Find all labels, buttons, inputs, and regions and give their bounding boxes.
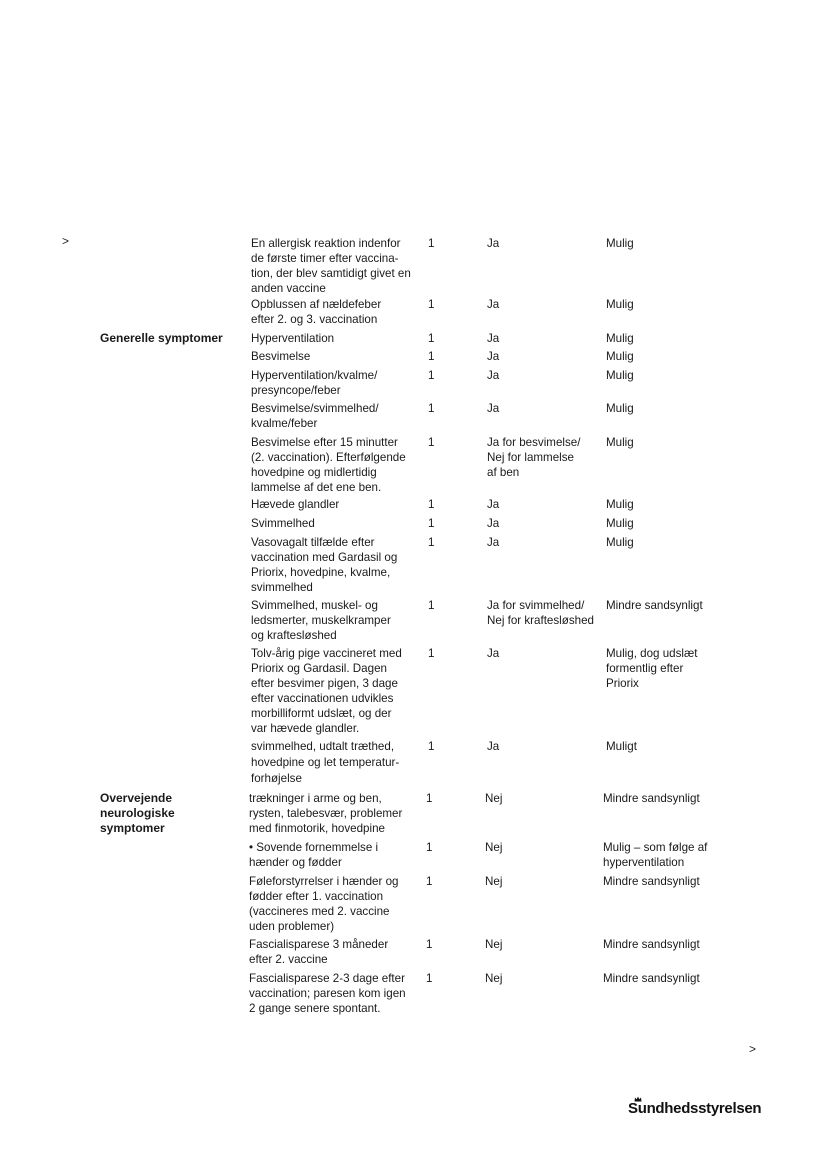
temporal-relation: Ja [487, 350, 500, 363]
causality-assessment: Mulig [606, 536, 634, 549]
symptom-description: Føleforstyrrelser i hænder og fødder efter 1. vaccination (vaccineres med 2. vaccine uden problemer) [249, 875, 399, 933]
symptom-description: Fascialisparese 3 måneder efter 2. vaccine [249, 938, 389, 966]
temporal-relation: Ja [487, 536, 500, 549]
symptom-description: • Sovende fornemmelse i hænder og fødder [249, 841, 379, 869]
temporal-relation: Ja [487, 237, 500, 250]
case-count: 1 [428, 298, 435, 311]
case-count: 1 [428, 237, 435, 250]
temporal-relation: Nej [485, 972, 503, 985]
temporal-relation: Nej [485, 792, 503, 805]
case-count: 1 [426, 972, 433, 985]
causality-assessment: Mulig [606, 402, 634, 415]
case-count: 1 [428, 517, 435, 530]
symptom-description: Tolv-årig pige vaccineret med Priorix og Gardasil. Dagen efter besvimer pigen, 3 dage efter vaccinationen udvikles morbilliformt udslæt, og der var hævede glandler. [251, 647, 402, 735]
case-count: 1 [426, 938, 433, 951]
previous-page-arrow[interactable]: > [62, 234, 70, 248]
case-count: 1 [428, 332, 435, 345]
symptom-description: Besvimelse efter 15 minutter (2. vaccination). Efterfølgende hovedpine og midlertidig lammelse af det ene ben. [251, 436, 406, 494]
symptom-description: trækninger i arme og ben, rysten, talebesvær, problemer med finmotorik, hovedpine [249, 792, 403, 835]
causality-assessment: Mulig [606, 237, 634, 250]
symptom-description: Opblussen af nældefeber efter 2. og 3. vaccination [251, 298, 382, 326]
causality-assessment: Mindre sandsynligt [606, 599, 703, 612]
case-count: 1 [428, 369, 435, 382]
causality-assessment: Mulig [606, 436, 634, 449]
symptom-description: Svimmelhed, muskel- og ledsmerter, muskelkramper og kraftesløshed [251, 599, 391, 642]
case-count: 1 [428, 536, 435, 549]
temporal-relation: Ja for besvimelse/ Nej for lammelse af ben [487, 436, 581, 479]
causality-assessment: Mulig, dog udslæt formentlig efter Priorix [606, 647, 698, 690]
causality-assessment: Mulig [606, 517, 634, 530]
temporal-relation: Ja [487, 369, 500, 382]
temporal-relation: Ja [487, 332, 500, 345]
temporal-relation: Ja for svimmelhed/ Nej for kraftesløshed [487, 599, 594, 627]
causality-assessment: Mulig [606, 298, 634, 311]
causality-assessment: Mulig [606, 369, 634, 382]
temporal-relation: Ja [487, 298, 500, 311]
symptom-description: En allergisk reaktion indenfor de første timer efter vaccina- tion, der blev samtidigt givet en anden vaccine [251, 237, 411, 295]
symptom-description: Hævede glandler [251, 498, 340, 511]
symptom-description: svimmelhed, udtalt træthed, hovedpine og let temperatur- forhøjelse [251, 740, 400, 785]
temporal-relation: Ja [487, 402, 500, 415]
symptom-description: Besvimelse/svimmelhed/ kvalme/feber [251, 402, 379, 430]
next-page-arrow[interactable]: > [749, 1042, 757, 1056]
case-count: 1 [428, 599, 435, 612]
causality-assessment: Mulig – som følge af hyperventilation [603, 841, 708, 869]
causality-assessment: Mulig [606, 350, 634, 363]
symptom-description: Vasovagalt tilfælde efter vaccination med Gardasil og Priorix, hovedpine, kvalme, svimmelhed [251, 536, 398, 594]
case-count: 1 [426, 841, 433, 854]
sundhedsstyrelsen-logo: Sundhedsstyrelsen [628, 1100, 762, 1117]
case-count: 1 [428, 647, 435, 660]
case-count: 1 [428, 740, 435, 753]
temporal-relation: Ja [487, 517, 500, 530]
temporal-relation: Ja [487, 740, 500, 753]
temporal-relation: Nej [485, 875, 503, 888]
temporal-relation: Ja [487, 498, 500, 511]
case-count: 1 [428, 350, 435, 363]
symptom-description: Hyperventilation/kvalme/ presyncope/feber [251, 369, 378, 397]
causality-assessment: Mulig [606, 332, 634, 345]
case-count: 1 [428, 498, 435, 511]
symptom-description: Fascialisparese 2-3 dage efter vaccination; paresen kom igen 2 gange senere spontant. [249, 972, 406, 1015]
causality-assessment: Mindre sandsynligt [603, 938, 700, 951]
category-neurological-symptoms: Overvejende neurologiske symptomer [100, 791, 175, 835]
temporal-relation: Ja [487, 647, 500, 660]
case-count: 1 [428, 436, 435, 449]
case-count: 1 [426, 792, 433, 805]
symptom-description: Hyperventilation [251, 332, 335, 345]
category-general-symptoms: Generelle symptomer [100, 331, 223, 345]
symptom-description: Besvimelse [251, 350, 311, 363]
causality-assessment: Mindre sandsynligt [603, 972, 700, 985]
temporal-relation: Nej [485, 841, 503, 854]
symptom-description: Svimmelhed [251, 517, 315, 530]
causality-assessment: Mulig [606, 498, 634, 511]
case-count: 1 [428, 402, 435, 415]
causality-assessment: Muligt [606, 740, 637, 753]
causality-assessment: Mindre sandsynligt [603, 875, 700, 888]
causality-assessment: Mindre sandsynligt [603, 792, 700, 805]
case-count: 1 [426, 875, 433, 888]
temporal-relation: Nej [485, 938, 503, 951]
